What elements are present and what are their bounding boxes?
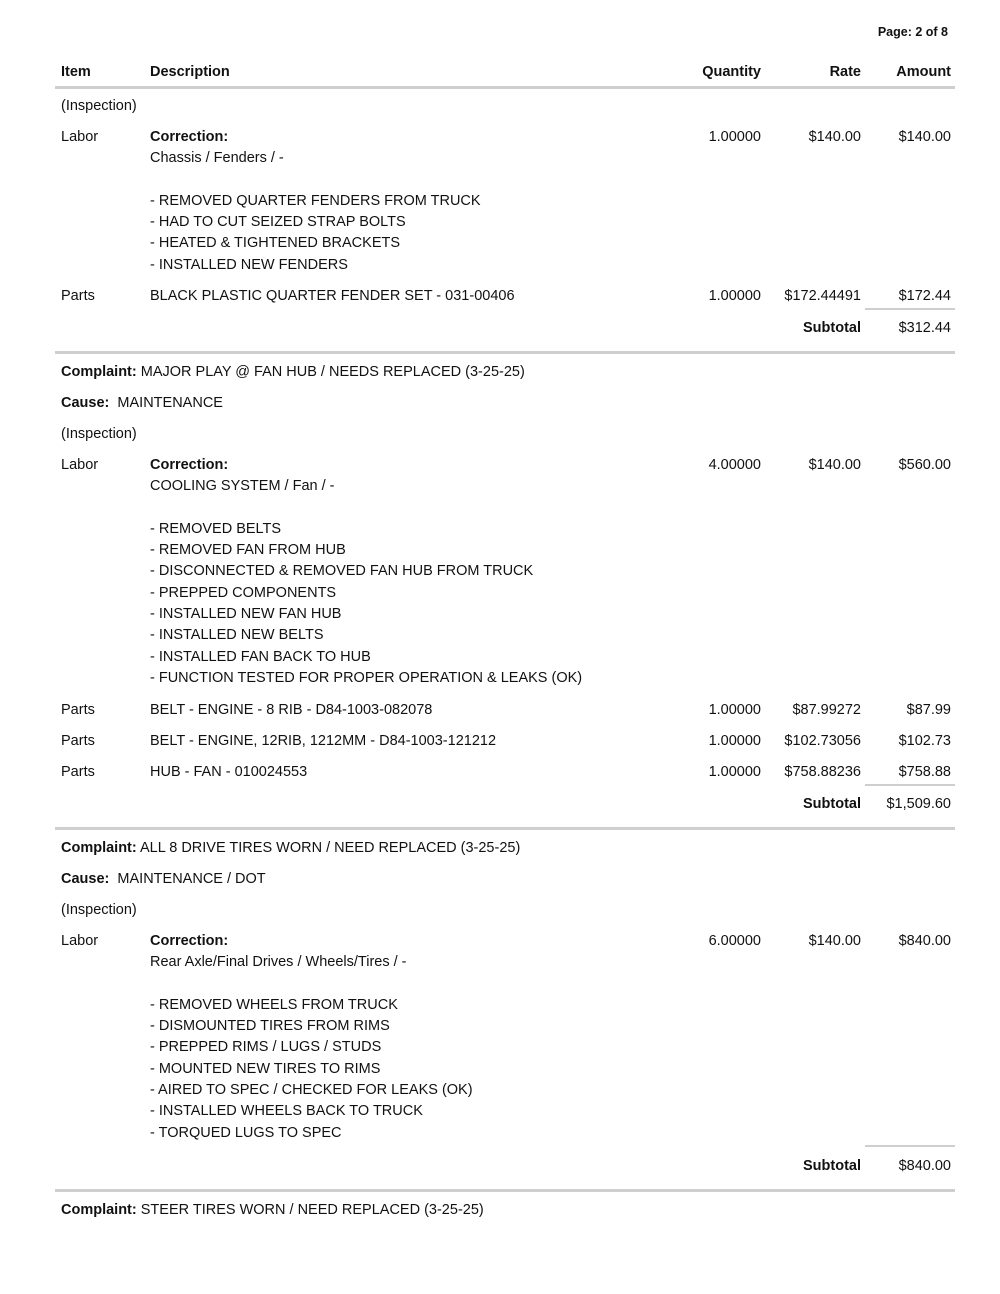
cause-label: Cause: bbox=[61, 395, 110, 411]
labor-step: - HAD TO CUT SEIZED STRAP BOLTS bbox=[150, 214, 406, 231]
subtotal-label: Subtotal bbox=[803, 320, 861, 336]
labor-step: - INSTALLED NEW FENDERS bbox=[150, 256, 348, 273]
labor-description bbox=[150, 456, 582, 690]
quantity-value: 1.00000 bbox=[708, 129, 761, 145]
rate-value: $102.73056 bbox=[784, 733, 861, 749]
rate-value: $87.99272 bbox=[792, 702, 861, 718]
cause-line bbox=[61, 394, 223, 412]
rate-value: $172.44491 bbox=[784, 288, 861, 304]
cause-label: Cause: bbox=[61, 871, 110, 887]
complaint-text: ALL 8 DRIVE TIRES WORN / NEED REPLACED (3-25-25) bbox=[139, 840, 521, 856]
item-type: Parts bbox=[61, 288, 95, 304]
header-item: Item bbox=[61, 64, 91, 80]
subtotal-value: $1,509.60 bbox=[886, 796, 951, 812]
section-divider bbox=[55, 1189, 955, 1192]
complaint-label: Complaint: bbox=[61, 1202, 137, 1218]
inspection-label: (Inspection) bbox=[61, 902, 137, 918]
correction-label: Correction: bbox=[150, 129, 229, 145]
item-type: Labor bbox=[61, 457, 99, 473]
item-type: Labor bbox=[61, 933, 99, 949]
rate-value: $140.00 bbox=[808, 933, 861, 949]
header-description: Description bbox=[150, 64, 230, 80]
labor-description bbox=[150, 932, 473, 1145]
labor-step: - INSTALLED NEW BELTS bbox=[150, 627, 324, 644]
item-type: Parts bbox=[61, 702, 95, 718]
quantity-value: 1.00000 bbox=[708, 733, 761, 749]
item-type: Labor bbox=[61, 129, 99, 145]
rate-value: $140.00 bbox=[808, 129, 861, 145]
part-description: BELT - ENGINE, 12RIB, 1212MM - D84-1003-121212 bbox=[150, 733, 497, 749]
labor-step: - PREPPED RIMS / LUGS / STUDS bbox=[150, 1039, 382, 1056]
subtotal-divider bbox=[865, 308, 955, 310]
labor-step: - DISMOUNTED TIRES FROM RIMS bbox=[150, 1018, 390, 1035]
amount-value: $87.99 bbox=[906, 702, 951, 718]
quantity-value: 1.00000 bbox=[708, 288, 761, 304]
quantity-value: 1.00000 bbox=[708, 764, 761, 780]
cause-text: MAINTENANCE / DOT bbox=[117, 871, 266, 887]
complaint-text: MAJOR PLAY @ FAN HUB / NEEDS REPLACED (3-25-25) bbox=[140, 364, 525, 380]
quantity-value: 4.00000 bbox=[708, 457, 761, 473]
header-divider bbox=[55, 86, 955, 89]
labor-step: - TORQUED LUGS TO SPEC bbox=[150, 1124, 342, 1141]
complaint-line bbox=[61, 363, 525, 381]
labor-step: - REMOVED QUARTER FENDERS FROM TRUCK bbox=[150, 192, 481, 209]
amount-value: $560.00 bbox=[898, 457, 951, 473]
amount-value: $102.73 bbox=[898, 733, 951, 749]
labor-step: - REMOVED BELTS bbox=[150, 520, 282, 537]
correction-label: Correction: bbox=[150, 933, 229, 949]
labor-step: - HEATED & TIGHTENED BRACKETS bbox=[150, 235, 401, 252]
complaint-label: Complaint: bbox=[61, 840, 137, 856]
inspection-label: (Inspection) bbox=[61, 98, 137, 114]
labor-system: COOLING SYSTEM / Fan / - bbox=[150, 478, 335, 495]
labor-step: - INSTALLED NEW FAN HUB bbox=[150, 606, 342, 623]
section-divider bbox=[55, 827, 955, 830]
quantity-value: 6.00000 bbox=[708, 933, 761, 949]
labor-step: - FUNCTION TESTED FOR PROPER OPERATION & LEAKS (OK) bbox=[150, 669, 583, 686]
labor-system: Chassis / Fenders / - bbox=[150, 150, 284, 167]
correction-label: Correction: bbox=[150, 457, 229, 473]
labor-system: Rear Axle/Final Drives / Wheels/Tires / - bbox=[150, 954, 407, 971]
labor-step: - PREPPED COMPONENTS bbox=[150, 584, 337, 601]
part-description: HUB - FAN - 010024553 bbox=[150, 764, 308, 780]
quantity-value: 1.00000 bbox=[708, 702, 761, 718]
part-description: BELT - ENGINE - 8 RIB - D84-1003-082078 bbox=[150, 702, 433, 718]
amount-value: $140.00 bbox=[898, 129, 951, 145]
labor-step: - REMOVED WHEELS FROM TRUCK bbox=[150, 996, 398, 1013]
section-divider bbox=[55, 351, 955, 354]
item-type: Parts bbox=[61, 764, 95, 780]
item-type: Parts bbox=[61, 733, 95, 749]
labor-step: - INSTALLED WHEELS BACK TO TRUCK bbox=[150, 1103, 423, 1120]
labor-step: - AIRED TO SPEC / CHECKED FOR LEAKS (OK) bbox=[150, 1082, 473, 1099]
subtotal-divider bbox=[865, 1145, 955, 1147]
labor-step: - DISCONNECTED & REMOVED FAN HUB FROM TRUCK bbox=[150, 563, 534, 580]
amount-value: $758.88 bbox=[898, 764, 951, 780]
page-number: Page: 2 of 8 bbox=[877, 25, 948, 39]
amount-value: $172.44 bbox=[898, 288, 951, 304]
subtotal-value: $312.44 bbox=[898, 320, 951, 336]
header-quantity: Quantity bbox=[702, 64, 761, 80]
subtotal-divider bbox=[865, 784, 955, 786]
subtotal-value: $840.00 bbox=[898, 1158, 951, 1174]
subtotal-label: Subtotal bbox=[803, 796, 861, 812]
part-description: BLACK PLASTIC QUARTER FENDER SET - 031-00406 bbox=[150, 288, 515, 304]
header-rate: Rate bbox=[829, 64, 861, 80]
complaint-text: STEER TIRES WORN / NEED REPLACED (3-25-25) bbox=[140, 1202, 484, 1218]
complaint-line bbox=[61, 839, 520, 857]
complaint-label: Complaint: bbox=[61, 364, 137, 380]
amount-value: $840.00 bbox=[898, 933, 951, 949]
labor-step: - INSTALLED FAN BACK TO HUB bbox=[150, 648, 371, 665]
complaint-line bbox=[61, 1201, 484, 1219]
rate-value: $758.88236 bbox=[784, 764, 861, 780]
cause-text: MAINTENANCE bbox=[117, 395, 223, 411]
header-amount: Amount bbox=[896, 64, 951, 80]
rate-value: $140.00 bbox=[808, 457, 861, 473]
cause-line bbox=[61, 870, 266, 888]
labor-description bbox=[150, 128, 481, 277]
labor-step: - REMOVED FAN FROM HUB bbox=[150, 542, 346, 559]
labor-step: - MOUNTED NEW TIRES TO RIMS bbox=[150, 1060, 381, 1077]
inspection-label: (Inspection) bbox=[61, 426, 137, 442]
subtotal-label: Subtotal bbox=[803, 1158, 861, 1174]
